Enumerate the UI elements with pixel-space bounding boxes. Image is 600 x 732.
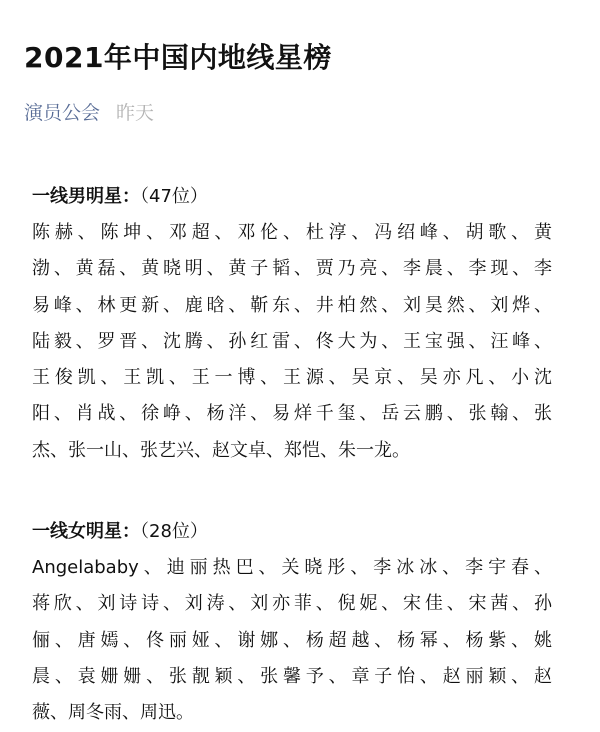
text-line: 渤、黄磊、黄晓明、黄子韬、贾乃亮、李晨、李现、李 — [32, 258, 552, 280]
account-name-link[interactable]: 演员公会 — [24, 102, 101, 124]
text-line: 陆毅、罗晋、沈腾、孙红雷、佟大为、王宝强、汪峰、 — [32, 330, 552, 352]
text-line: 俪、唐嫣、佟丽娅、谢娜、杨超越、杨幂、杨紫、姚 — [32, 629, 552, 651]
female-names-paragraph — [32, 550, 552, 731]
text-line: 阳、肖战、徐峥、杨洋、易烊千玺、岳云鹏、张翰、张 — [32, 403, 552, 425]
male-section-label: 一线男明星： — [32, 186, 140, 207]
text-line: 杰、张一山、张艺兴、赵文卓、郑恺、朱一龙。 — [32, 439, 410, 461]
male-names-paragraph — [32, 215, 552, 469]
female-stars-section — [32, 518, 552, 731]
male-section-heading — [32, 183, 552, 211]
female-section-count: （28位） — [140, 521, 208, 542]
text-line: 陈赫、陈坤、邓超、邓伦、杜淳、冯绍峰、胡歌、黄 — [32, 222, 552, 243]
article-meta — [24, 98, 154, 125]
female-section-heading — [32, 518, 552, 546]
female-section-label: 一线女明星： — [32, 521, 140, 542]
male-stars-section — [32, 183, 552, 469]
publish-date: 昨天 — [116, 102, 155, 124]
male-section-count: （47位） — [140, 186, 208, 207]
article-title: 2021年中国内地线星榜 — [24, 41, 332, 74]
text-line: 蒋欣、刘诗诗、刘涛、刘亦菲、倪妮、宋佳、宋茜、孙 — [32, 593, 552, 615]
text-line: 晨、袁姗姗、张靓颖、张馨予、章子怡、赵丽颖、赵 — [32, 665, 552, 687]
text-line: 王俊凯、王凯、王一博、王源、吴京、吴亦凡、小沈 — [32, 367, 552, 389]
text-line: Angelababy、迪丽热巴、关晓彤、李冰冰、李宇春、 — [32, 557, 552, 578]
text-line: 薇、周冬雨、周迅。 — [32, 702, 194, 724]
text-line: 易峰、林更新、鹿晗、靳东、井柏然、刘昊然、刘烨、 — [32, 294, 552, 316]
